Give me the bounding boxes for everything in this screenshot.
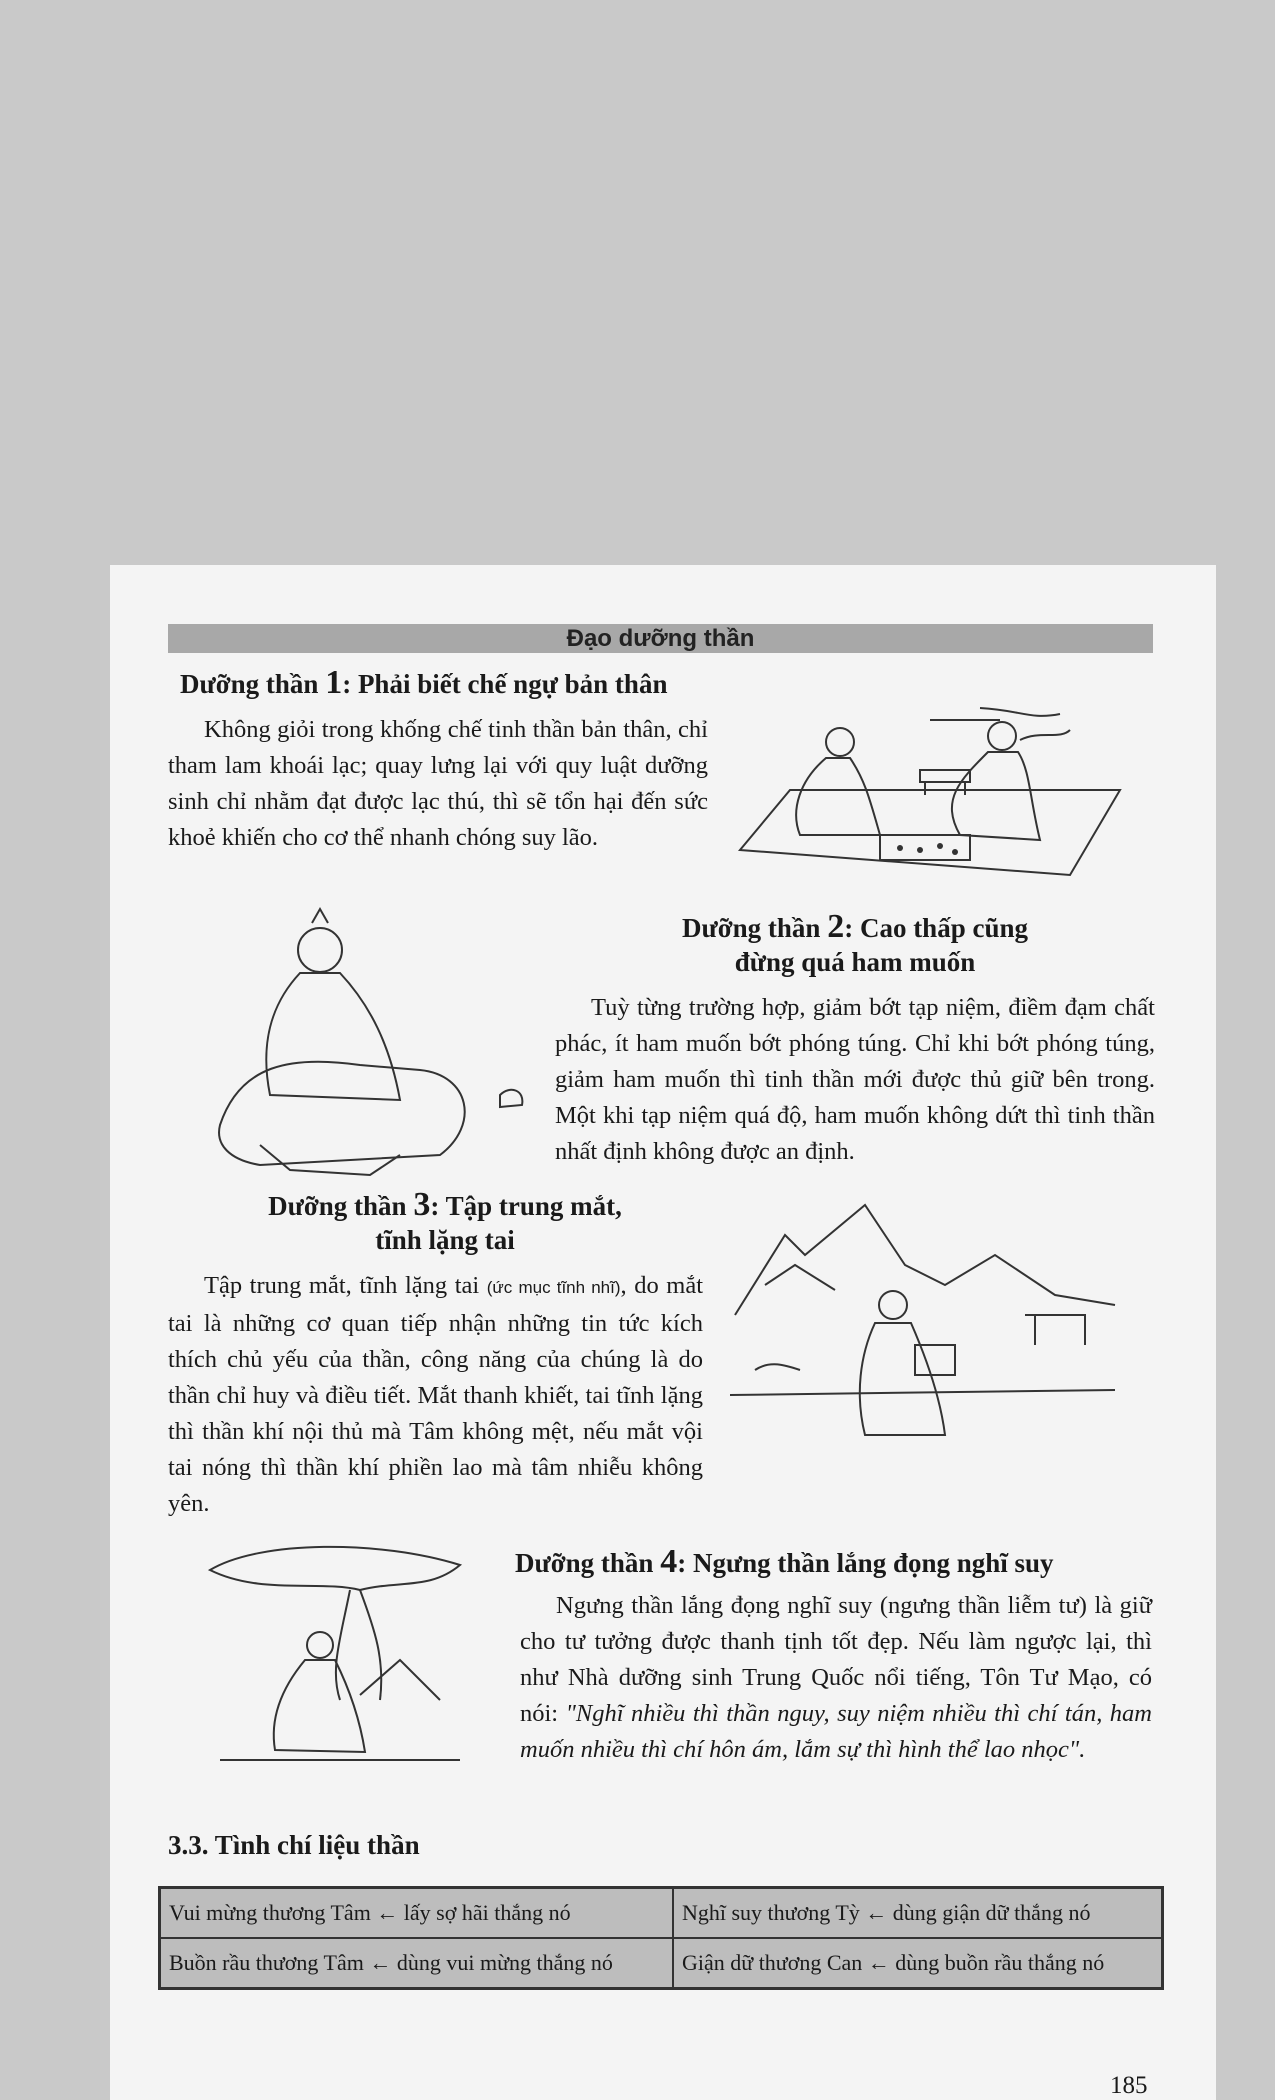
table-row <box>160 1888 1163 1939</box>
table-row <box>160 1938 1163 1989</box>
table-cell: Giận dữ thương Can ← dùng buồn rầu thắng nó <box>673 1938 1163 1989</box>
quote-text: "Nghĩ nhiều thì thần nguy, suy niệm nhiều thì chí tán, ham muốn nhiều thì chí hôn ám, lắm sự thì hình thể lao nhọc". <box>520 1700 1152 1763</box>
table-cell: Vui mừng thương Tâm ← lấy sợ hãi thắng nó <box>160 1888 674 1939</box>
heading-1: Dưỡng thần 1: Phải biết chế ngự bản thân <box>180 664 668 701</box>
paragraph-1: Không giỏi trong khống chế tinh thần bản thân, chỉ tham lam khoái lạc; quay lưng lại với quy luật dưỡng sinh chỉ nhằm đạt được lạc thú, thì sẽ tổn hại đến sức khoẻ khiến cho cơ thể nhanh chóng suy lão. <box>168 716 708 851</box>
heading-2: Dưỡng thần 2: Cao thấp cũng đừng quá ham muốn <box>682 908 1028 977</box>
table-cell: Buồn rầu thương Tâm ← dùng vui mừng thắng nó <box>160 1938 674 1989</box>
illustration-mountain-reader <box>725 1195 1135 1460</box>
paragraph-3: Tập trung mắt, tĩnh lặng tai (ức mục tĩnh nhĩ), do mắt tai là những cơ quan tiếp nhận những tin tức kích thích chủ yếu của thần, công năng của chúng là do thần chỉ huy và điều tiết. Mắt thanh khiết, tai tĩnh lặng thì thần khí nội thủ mà Tâm không mệt, nếu mắt vội tai nóng thì thần khí phiền lao mà tâm nhiễu không yên. <box>168 1272 703 1517</box>
emotion-table <box>158 1886 1164 1990</box>
illustration-tree-meditation <box>200 1540 500 1790</box>
section-title: 3.3. Tình chí liệu thần <box>168 1830 420 1860</box>
paragraph-4: Ngưng thần lắng đọng nghĩ suy (ngưng thần liễm tư) là giữ cho tư tưởng được thanh tịnh tốt đẹp. Nếu làm ngược lại, thì như Nhà dưỡng sinh Trung Quốc nổi tiếng, Tôn Tư Mạo, có nói: "Nghĩ nhiều thì thần nguy, suy niệm nhiều thì chí tán, ham muốn nhiều thì chí hôn ám, lắm sự thì hình thể lao nhọc". <box>520 1592 1152 1763</box>
table-cell: Nghĩ suy thương Tỳ ← dùng giận dữ thắng nó <box>673 1888 1163 1939</box>
heading-3: Dưỡng thần 3: Tập trung mắt, tĩnh lặng tai <box>268 1186 622 1255</box>
banner-title: Đạo dưỡng thần <box>168 624 1153 653</box>
heading-4: Dưỡng thần 4: Ngưng thần lắng đọng nghĩ suy <box>515 1543 1054 1580</box>
illustration-board-game <box>730 700 1130 890</box>
paragraph-2: Tuỳ từng trường hợp, giảm bớt tạp niệm, điềm đạm chất phác, ít ham muốn bớt phóng túng. Chỉ khi bớt phóng túng, giảm ham muốn thì tinh thần mới được thủ giữ bên trong. Một khi tạp niệm quá độ, ham muốn không dứt thì tinh thần nhất định không được an định. <box>555 994 1155 1165</box>
illustration-seated-man <box>200 895 540 1180</box>
page-number: 185 <box>1110 2072 1148 2099</box>
